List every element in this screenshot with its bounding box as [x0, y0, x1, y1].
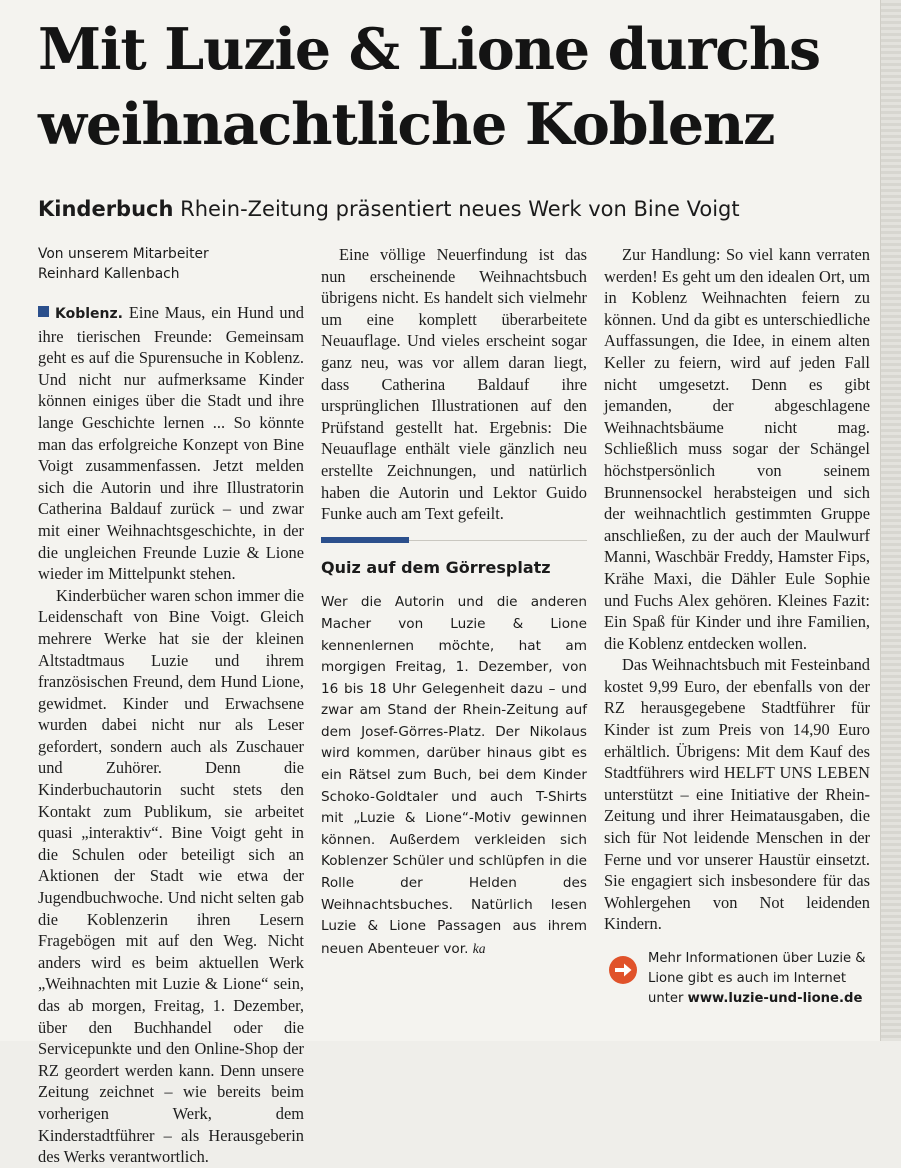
- box-body-text: Wer die Autorin und die anderen Macher von Luzie & Lione kennenlernen möchte, hat am morgigen Freitag, 1. Dezember, von 16 bis 18 Uhr Gelegenheit dazu – und zwar am Stand der Rhein-Zeitung auf dem Josef-Görres-Platz. Der Nikolaus wird kommen, darüber hinaus gibt es ein Rätsel zum Buch, bei dem Kinder Schoko-Goldtaler und auch T-Shirts mit „Luzie & Lione“-Motiv gewinnen können. Außerdem verkleiden sich Koblenzer Schüler und schlüpfen in die Rolle der Helden des Weihnachtsbuches. Natürlich lesen Luzie & Lione Passagen aus ihrem neuen Abenteuer vor.: [321, 594, 587, 957]
- article-paragraph-3: Eine völlige Neuerfindung ist das nun erscheinende Weihnachtsbuch übrigens nicht. Es handelt sich vielmehr um eine komplett überarbeitete Neuauflage. Und vieles erscheint sogar ganz neu, was vor allem daran liegt, dass Catherina Baldauf ihre ursprünglichen Illustrationen auf den Prüfstand gestellt hat. Ergebnis: Die Neuauflage enthält viele gänzlich neu erstellte Zeichnungen, und natürlich haben die Autorin und Lektor Guido Funke auch am Text gefeilt.: [321, 245, 587, 524]
- subheadline: [38, 194, 868, 224]
- headline-line-2: weihnachtliche Koblenz: [38, 91, 775, 158]
- info-box: [604, 949, 870, 1009]
- byline-author: Reinhard Kallenbach: [38, 266, 180, 282]
- paragraph-1-text: Eine Maus, ein Hund und ihre tierischen Freunde: Gemeinsam geht es auf die Spurensuche in Koblenz. Und nicht nur aufmerksame Kinder können einiges über die Stadt und ihre lange Geschichte lernen ... So könnte man das erfolgreiche Konzept von Bine Voigt zusammenfassen. Jetzt melden sich die Autorin und ihre Illustratorin Catherina Baldauf zurück – und zwar mit einer Weihnachtsgeschichte, in der die ungleichen Freunde Luzie & Lione wieder im Mittelpunkt stehen.: [38, 303, 304, 584]
- box-accent-rule: [321, 537, 409, 543]
- box-divider: [409, 540, 587, 541]
- article-paragraph-4: Zur Handlung: So viel kann verraten werden! Es geht um den idealen Ort, um in Koblenz Weihnachten feiern zu können. Und da gibt es unterschiedliche Auffassungen, die Idee, in einem alten Keller zu feiern, wird auf jeden Fall nicht umgesetzt. Denn es gibt jemanden, der abgeschlagene Weihnachtsbäume nicht mag. Schließlich muss sogar der Schängel höchstpersönlich von seinem Brunnensockel herabsteigen und sich der weihnachtlich gestimmten Gruppe anschließen, zu der auch der Maulwurf Manni, Waschbär Freddy, Hamster Fips, Krähe Maxi, die Dähler Eule Sophie und Fuchs Alex gehören. Kleines Fazit: Ein Spaß für Kinder und ihre Familien, die Koblenz entdecken wollen.: [604, 245, 870, 653]
- article-paragraph-5: Das Weihnachtsbuch mit Festeinband kostet 9,99 Euro, der ebenfalls von der RZ herausgegebene Stadtführer für Kinder ist zum Preis von 14,90 Euro erhältlich. Übrigens: Mit dem Kauf des Stadtführers wird HELFT UNS LEBEN unterstützt – eine Initiative der Rhein-Zeitung und ihrer Heimatausgaben, die sich für Not leidende Menschen in der Ferne und vor unserer Haustür einsetzt. Sie engagiert sich insbesondere für das Wohlergehen von Not leidenden Kindern.: [604, 655, 870, 934]
- byline: [38, 244, 304, 284]
- byline-line-1: Von unserem Mitarbeiter: [38, 246, 209, 262]
- subhead-text: Rhein-Zeitung präsentiert neues Werk von Bine Voigt: [180, 197, 740, 221]
- article-paragraph-1: [38, 302, 304, 585]
- section-marker-icon: [38, 306, 49, 317]
- page-edge: [880, 0, 901, 1041]
- subhead-kicker: Kinderbuch: [38, 197, 174, 221]
- headline: [38, 12, 868, 162]
- box-signature: ka: [472, 940, 486, 956]
- website-link[interactable]: www.luzie-und-lione.de: [687, 991, 863, 1006]
- headline-line-1: Mit Luzie & Lione durchs: [38, 16, 820, 83]
- box-body: [321, 592, 587, 960]
- info-text: Mehr Informationen über Luzie & Lione gibt es auch im Internet unter: [648, 951, 866, 1006]
- article-paragraph-2: Kinderbücher waren schon immer die Leidenschaft von Bine Voigt. Gleich mehrere Werke hat sie der kleinen Altstadtmaus Luzie und ihrem französischen Freund, dem Hund Lione, gewidmet. Kinder und Erwachsene wurden dabei nicht nur als Leser gefordert, sondern auch als Zuschauer und Zuhörer. Denn die Kinderbuchautorin sucht stets den Kontakt zum Publikum, sie arbeitet quasi „interaktiv“. Bine Voigt geht in die Schulen oder beteiligt sich an Aktionen der Stadt wie etwa der Jugendbuchwoche. Und nicht selten gab die Koblenzerin ihren Lesern Fragebögen mit auf den Weg. Nicht anders wird es beim aktuellen Werk „Weihnachten mit Luzie & Lione“ sein, das ab morgen, Freitag, 1. Dezember, über den Buchhandel oder die Servicepunkte und den Online-Shop der RZ geordert werden kann. Denn unsere Zeitung zeichnet – wie bereits beim vorherigen Werk, dem Kinderstadtführer – als Herausgeberin des Werks verantwortlich.: [38, 585, 304, 1167]
- article-column-3: [604, 244, 870, 1009]
- article-column-2: [321, 244, 587, 960]
- dateline: Koblenz.: [55, 306, 123, 322]
- arrow-right-icon: [608, 955, 638, 985]
- article-column-1: [38, 244, 304, 1168]
- box-title: Quiz auf dem Görresplatz: [321, 557, 551, 577]
